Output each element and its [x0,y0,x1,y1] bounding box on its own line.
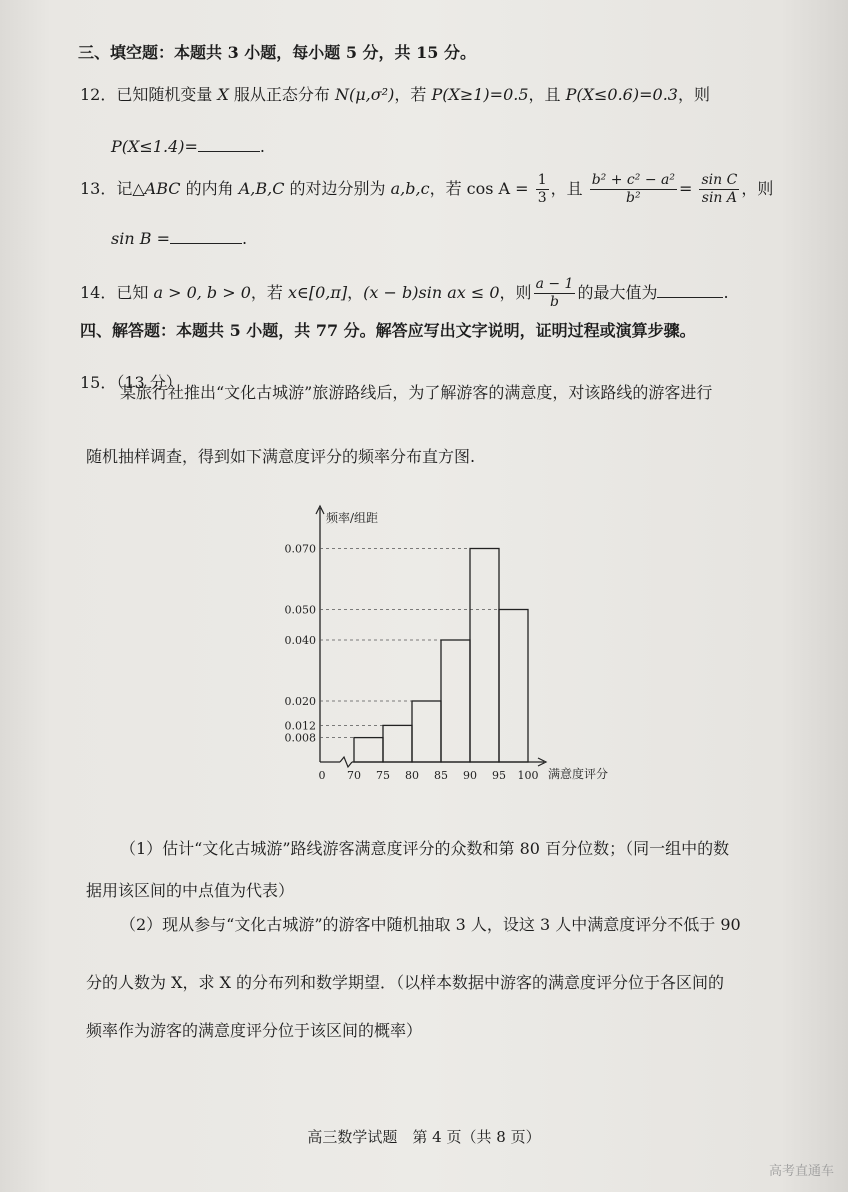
x-tick-label: 90 [463,769,477,782]
y-tick-label: 0.070 [284,542,316,556]
x-tick-label: 0 [318,769,326,782]
histogram-bar [354,738,383,762]
question-14-line: 14．已知 a > 0, b > 0，若 x∈[0,π]，(x − b)sin ax ≤ 0，则 $\frac{a - 1}{b}$ 的最大值为 . [80,276,729,310]
x-tick-label: 70 [347,769,361,782]
question-15-header: 15．（13 分） [80,373,182,392]
frequency-histogram [268,500,648,800]
y-tick-label: 0.008 [284,731,316,745]
question-12-line2: P(X≤1.4)= . [111,137,265,156]
watermark-text: 高考直通车 [768,1164,834,1179]
question-15-sub2-line3: 频率作为游客的满意度评分位于该区间的概率） [86,1021,423,1040]
question-13-line1: 13．记△ABC 的内角 A,B,C 的对边分别为 a,b,c，若 cos A = $\frac{1}{3}$ ，且 $\frac{\text{b² + c² − a²}}{\text{b²}}$ = $\frac{\text{sin C}}{\text{sin A}}$ ，则 [80,172,774,206]
page-footer: 高三数学试题 第 4 页（共 8 页） [307,1128,541,1146]
y-tick-label: 0.012 [284,719,316,733]
y-tick-label: 0.020 [284,695,316,708]
question-15-sub2-line2: 分的人数为 X，求 X 的分布列和数学期望．（以样本数据中游客的满意度评分位于各区间的 [86,973,725,992]
sine-fraction: $\frac{\text{sin C}}{\text{sin A}}$ [701,172,738,206]
y-axis-label: 频率/组距 [326,511,379,525]
x-tick-label: 100 [517,769,539,782]
x-tick-label: 80 [405,769,419,782]
y-tick-label: 0.050 [284,603,316,617]
question-12-line1: 12．已知随机变量 X 服从正态分布 N(μ,σ²)，若 P(X≥1)=0.5，且 P(X≤0.6)=0.3，则 [80,85,710,104]
histogram-bar [470,549,499,763]
x-axis-label: 满意度评分 [548,767,609,781]
question-15-sub1-line2: 据用该区间的中点值为代表） [86,881,295,900]
answer-blank-13 [170,229,242,244]
question-15-sub1-line1: （1）估计“文化古城游”路线游客满意度评分的众数和第 80 百分位数；（同一组中的数 [120,839,730,858]
side-fraction: $\frac{\text{b² + c² − a²}}{\text{b²}}$ [591,172,675,206]
question-15-para1: 某旅行社推出“文化古城游”旅游路线后，为了解游客的满意度，对该路线的游客进行 [120,383,713,402]
question-15-sub2-line1: （2）现从参与“文化古城游”的游客中随机抽取 3 人，设这 3 人中满意度评分不低于 90 [120,915,741,934]
histogram-bar [441,640,470,762]
section4-title: 四、解答题：本题共 5 小题，共 77 分。解答应写出文字说明，证明过程或演算步骤。 [80,321,696,340]
section3-title: 三、填空题：本题共 3 小题，每小题 5 分，共 15 分。 [78,43,476,62]
histogram-bar [412,701,441,762]
x-tick-label: 85 [434,769,448,782]
x-tick-label: 75 [376,769,390,782]
x-axis-break [340,757,352,767]
answer-blank-12 [198,137,260,152]
question-15-para2: 随机抽样调查，得到如下满意度评分的频率分布直方图. [86,447,476,466]
question-13-line2: sin B = . [111,229,248,248]
max-fraction: $\frac{a - 1}{b}$ [535,276,574,310]
histogram-bar [499,610,528,763]
histogram-bar [383,725,412,762]
x-tick-label: 95 [492,769,506,782]
answer-blank-14 [657,283,723,298]
cos-fraction: $\frac{1}{3}$ [537,172,547,206]
y-tick-label: 0.040 [284,634,316,647]
